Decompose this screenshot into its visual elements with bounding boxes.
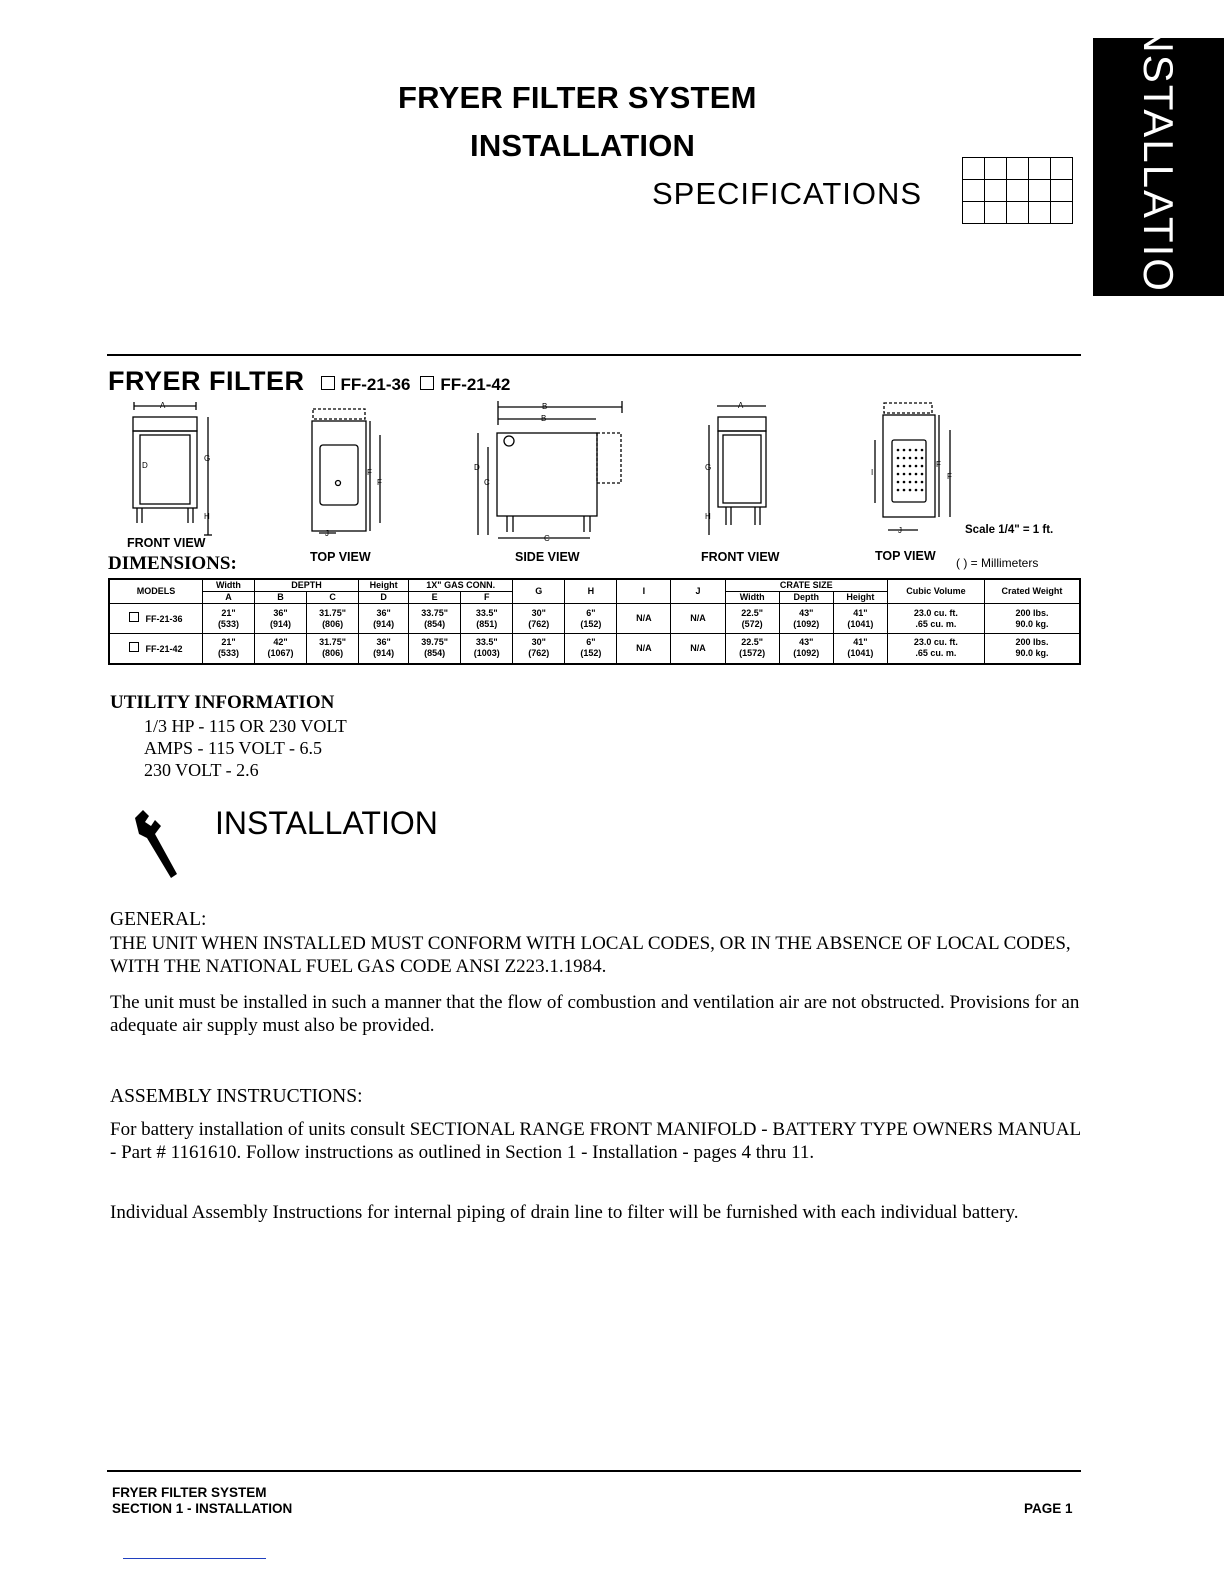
- dim-label-a2: A: [738, 401, 744, 410]
- th-gas: 1X" GAS CONN.: [409, 579, 513, 592]
- general-paragraph-1: THE UNIT WHEN INSTALLED MUST CONFORM WITH LOCAL CODES, OR IN THE ABSENCE OF LOCAL CODES, WITH THE NATIONAL FUEL GAS CODE ANSI Z223.1.1984.: [110, 933, 1071, 977]
- millimeters-note: ( ) = Millimeters: [956, 556, 1039, 570]
- dim-label-h1: H: [204, 512, 210, 521]
- utility-line-2: AMPS - 115 VOLT - 6.5: [144, 738, 323, 758]
- dim-label-b1: B: [542, 402, 548, 411]
- label-top-view-1: TOP VIEW: [310, 550, 371, 564]
- dim-label-j1: J: [325, 529, 329, 538]
- th-crate-depth: Depth: [779, 592, 833, 604]
- th-c: C: [307, 592, 359, 604]
- general-title: GENERAL:: [110, 909, 207, 930]
- utility-lines: [144, 715, 347, 781]
- installation-heading: INSTALLATION: [215, 805, 438, 841]
- dimensions-table: [108, 578, 1081, 665]
- dimensions-title: DIMENSIONS:: [108, 553, 237, 574]
- th-i: I: [617, 579, 671, 604]
- footer-left: [112, 1485, 292, 1517]
- drawings: [100, 395, 1090, 575]
- option2-checkbox[interactable]: [420, 376, 434, 390]
- utility-line-3: 230 VOLT - 2.6: [144, 760, 259, 780]
- side-view-drawing: [478, 401, 622, 538]
- svg-text:F: F: [377, 478, 382, 487]
- th-b: B: [254, 592, 306, 604]
- header-title-line2: INSTALLATION: [470, 128, 696, 163]
- th-crated: Crated Weight: [984, 579, 1080, 604]
- assembly-paragraph-1: For battery installation of units consult SECTIONAL RANGE FRONT MANIFOLD - BATTERY TYPE OWNERS MANUAL - Part # 1161610. Follow instructions as outlined in Section 1 - Installation - pages 4 thru 11.: [110, 1119, 1081, 1163]
- header-title-line3: SPECIFICATIONS: [652, 176, 923, 211]
- th-cubic: Cubic Volume: [887, 579, 984, 604]
- product-title: FRYER FILTER: [108, 366, 305, 396]
- checkbox-grid: [962, 157, 1073, 224]
- dim-label-a1: A: [160, 401, 166, 410]
- svg-text:J: J: [898, 526, 902, 535]
- dim-label-f1: F: [367, 468, 372, 477]
- svg-text:D: D: [142, 461, 148, 470]
- model-cell: FF-21-42: [109, 634, 202, 664]
- option1-label: FF-21-36: [340, 375, 411, 394]
- table-row: FF-21-42 21" (533) 42" (1067) 31.75" (806) 36" (914) 39.75" (854) 33.5" (1003) 30" (762) 6" (152) N/A N/A 22.5" (1572) 43" (1092) 41" (1041) 23.0 cu. ft. .65 cu. m. 200 lbs. 90.0 kg.: [109, 634, 1080, 664]
- assembly-title: ASSEMBLY INSTRUCTIONS:: [110, 1086, 363, 1107]
- option1-checkbox[interactable]: [321, 376, 335, 390]
- header-title-line1: FRYER FILTER SYSTEM: [398, 80, 757, 115]
- dim-label-d: D: [474, 463, 480, 472]
- th-a: A: [202, 592, 254, 604]
- page-number: PAGE 1: [1024, 1501, 1073, 1516]
- th-crate-height: Height: [833, 592, 887, 604]
- label-front-view-2: FRONT VIEW: [701, 550, 780, 564]
- table-row: FF-21-36 21" (533) 36" (914) 31.75" (806) 36" (914) 33.75" (854) 33.5" (851) 30" (762) 6" (152) N/A N/A 22.5" (572) 43" (1092) 41" (1041) 23.0 cu. ft. .65 cu. m. 200 lbs. 90.0 kg.: [109, 604, 1080, 634]
- svg-text:B: B: [541, 414, 547, 423]
- assembly-paragraph-2: Individual Assembly Instructions for internal piping of drain line to filter will be furnished with each individual battery.: [110, 1202, 1019, 1223]
- dim-label-g2: G: [705, 463, 712, 472]
- th-e: E: [409, 592, 461, 604]
- side-tab: [1093, 8, 1224, 326]
- footer-line-1: FRYER FILTER SYSTEM: [112, 1485, 267, 1500]
- model-cell: FF-21-36: [109, 604, 202, 634]
- th-crate: CRATE SIZE: [725, 579, 887, 592]
- dim-label-i: I: [871, 468, 874, 477]
- dim-label-g1: G: [204, 454, 211, 463]
- front-view-drawing-2: [709, 406, 766, 535]
- th-h: H: [565, 579, 617, 604]
- side-tab-label: INSTALLATION: [1135, 8, 1182, 326]
- th-f: F: [461, 592, 513, 604]
- label-top-view-2: TOP VIEW: [875, 549, 936, 563]
- product-heading: [108, 366, 510, 397]
- th-crate-width: Width: [725, 592, 779, 604]
- svg-text:C: C: [544, 534, 550, 543]
- dim-label-c: C: [484, 478, 490, 487]
- th-width: Width: [202, 579, 254, 592]
- th-models: MODELS: [109, 579, 202, 604]
- th-d: D: [359, 592, 409, 604]
- utility-title: UTILITY INFORMATION: [110, 692, 335, 713]
- svg-text:F: F: [947, 472, 952, 481]
- dim-label-h2: H: [705, 512, 711, 521]
- th-height: Height: [359, 579, 409, 592]
- scale-note: Scale 1/4" = 1 ft.: [965, 524, 1054, 536]
- footer-line-2: SECTION 1 - INSTALLATION: [112, 1501, 293, 1516]
- wrench-icon: [125, 800, 185, 880]
- perforation-dots: [897, 449, 924, 492]
- footer-rule: [107, 1470, 1081, 1472]
- general-paragraph-2: The unit must be installed in such a manner that the flow of combustion and ventilation air are not obstructed. Provisions for an adequate air supply must also be provided.: [110, 992, 1080, 1036]
- th-j: J: [671, 579, 725, 604]
- label-side-view: SIDE VIEW: [515, 550, 580, 564]
- option2-label: FF-21-42: [440, 375, 511, 394]
- label-front-view-1: FRONT VIEW: [127, 536, 206, 550]
- svg-text:F: F: [936, 460, 941, 469]
- top-rule: [107, 354, 1081, 356]
- utility-line-1: 1/3 HP - 115 OR 230 VOLT: [144, 716, 347, 736]
- th-g: G: [513, 579, 565, 604]
- footer-link-line: [123, 1558, 266, 1559]
- th-depth: DEPTH: [254, 579, 358, 592]
